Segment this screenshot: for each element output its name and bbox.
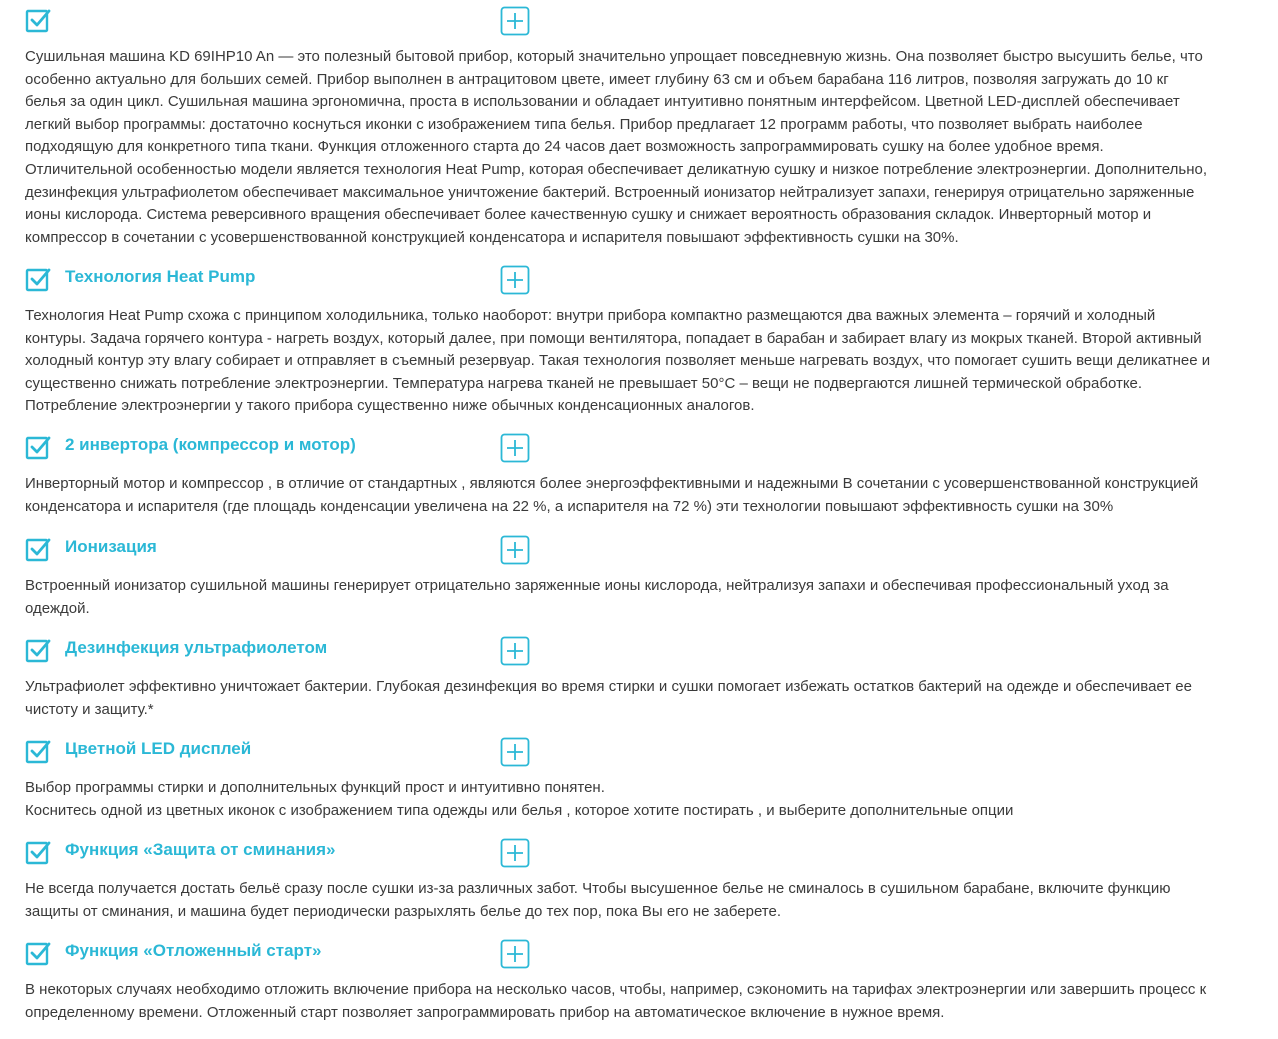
section-description [25, 878, 1271, 923]
description-line: Отличительной особенностью модели является технология Heat Pump, которая обеспечивает деликатную сушку и низкое потребление электроэнергии. Дополнительно, [25, 160, 1207, 178]
description-line: Технология Heat Pump схожа с принципом холодильника, только наоборот: внутри прибора компактно размещаются два важных элемента – горячий и холодный [25, 307, 1156, 324]
checkbox-checked-icon [25, 940, 51, 966]
description-line: контуры. Задача горячего контура - нагреть воздух, который далее, при помощи вентилятора, попадает в барабан и забирает влагу из мокрых тканей. Второй активный [25, 329, 1202, 347]
section-title: Ионизация [65, 537, 157, 556]
checkbox-checked-icon [25, 738, 51, 764]
section-description [25, 979, 1271, 1024]
description-line: защиты от сминания, и машина будет периодически разрыхлять белье до тех пор, пока Вы его не заберете. [25, 902, 782, 920]
section-description [25, 46, 1271, 249]
section-title: Дезинфекция ультрафиолетом [65, 638, 328, 657]
checkbox-checked-icon [25, 434, 51, 460]
description-line: Коснитесь одной из цветных иконок с изображением типа одежды или белья , которое хотите постирать , и выберите дополнительные опции [25, 801, 1014, 819]
checkbox-checked-icon [25, 7, 51, 33]
section-title: Функция «Отложенный старт» [65, 941, 322, 960]
section-description [25, 305, 1271, 418]
expand-plus-icon[interactable] [500, 265, 530, 295]
description-line: подходящую для конкретного типа ткани. Функция отложенного старта до 24 часов дает возможность запрограммировать сушку на более удобное время. [25, 138, 1104, 156]
section-title: Функция «Защита от сминания» [65, 840, 336, 859]
section-description [25, 676, 1271, 721]
section-description [25, 575, 1271, 620]
description-line: легкий выбор программы: достаточно коснуться иконки с изображением типа белья. Прибор предлагает 12 программ работы, что позволяет выбрать наиболее [25, 115, 1143, 133]
description-line: Не всегда получается достать бельё сразу после сушки из-за различных забот. Чтобы высушенное белье не сминалось в сушильном барабане, включите функцию [25, 880, 1171, 897]
description-line: ионы кислорода. Система реверсивного вращения обеспечивает более качественную сушку и снижает вероятность образования складок. Инверторный мотор и [25, 206, 1152, 224]
section-description [25, 473, 1271, 518]
description-line: конденсатора и испарителя (где площадь конденсации увеличена на 22 %, а испарителя на 72 %) эти технологии повышают эффективность сушки на 30% [25, 497, 1114, 515]
checkbox-checked-icon [25, 637, 51, 663]
section-title: 2 инвертора (компрессор и мотор) [65, 435, 356, 454]
description-line: Сушильная машина KD 69IHP10 An — это полезный бытовой прибор, который значительно упрощает повседневную жизнь. Она позволяет быстро высушить белье, что [25, 48, 1203, 65]
expand-plus-icon[interactable] [500, 6, 530, 36]
description-line: Выбор программы стирки и дополнительных функций прост и интуитивно понятен. [25, 779, 605, 796]
checkbox-checked-icon [25, 839, 51, 865]
section-title: Технология Heat Pump [65, 267, 256, 286]
expand-plus-icon[interactable] [500, 939, 530, 969]
description-line: особенно актуально для больших семей. Прибор выполнен в антрацитовом цвете, имеет глубину 63 см и объем барабана 116 литров, позволяя загружать до 10 кг [25, 70, 1169, 88]
expand-plus-icon[interactable] [500, 737, 530, 767]
description-line: Встроенный ионизатор сушильной машины генерирует отрицательно заряженные ионы кислорода, нейтрализуя запахи и обеспечивая профессиональный уход за [25, 577, 1169, 594]
description-line: Ультрафиолет эффективно уничтожает бактерии. Глубокая дезинфекция во время стирки и сушки помогает избежать остатков бактерий на одежде и обеспечивает ее [25, 678, 1192, 695]
description-line: В некоторых случаях необходимо отложить включение прибора на несколько часов, чтобы, например, сэкономить на тарифах электроэнергии или завершить процесс к [25, 981, 1207, 998]
description-line: холодный контур эту влагу собирает и отправляет в съемный резервуар. Такая технология позволяет меньше нагревать воздух, что помогает сушить вещи деликатнее и [25, 352, 1211, 370]
description-line: определенному времени. Отложенный старт позволяет запрограммировать прибор на автоматическое включение в нужное время. [25, 1003, 945, 1021]
description-line: компрессор в сочетании с усовершенствованной конструкцией конденсатора и испарителя повышают эффективность сушки на 30%. [25, 228, 959, 246]
description-line: Потребление электроэнергии у такого прибора существенно ниже обычных конденсационных аналогов. [25, 397, 755, 415]
description-line: чистоту и защиту.* [25, 700, 154, 718]
description-line: одеждой. [25, 599, 90, 617]
checkbox-checked-icon [25, 536, 51, 562]
description-line: Инверторный мотор и компрессор , в отличие от стандартных , являются более энергоэффективными и надежными В сочетании с усовершенствованной конструкцией [25, 475, 1199, 492]
section-description [25, 777, 1271, 822]
description-line: белья за один цикл. Сушильная машина эргономична, проста в использовании и обладает интуитивно понятным интерфейсом. Цветной LED-дисплей обеспечивает [25, 93, 1180, 111]
description-line: существенно снижать потребление электроэнергии. Температура нагрева тканей не превышает 50°C – вещи не подвергаются лишней термической обработке. [25, 374, 1143, 392]
expand-plus-icon[interactable] [500, 838, 530, 868]
expand-plus-icon[interactable] [500, 535, 530, 565]
checkbox-checked-icon [25, 266, 51, 292]
expand-plus-icon[interactable] [500, 636, 530, 666]
expand-plus-icon[interactable] [500, 433, 530, 463]
description-line: дезинфекция ультрафиолетом обеспечивает максимальное уничтожение бактерий. Встроенный ионизатор нейтрализует запахи, генерируя отрицательно заряженные [25, 183, 1195, 201]
section-title: Цветной LED дисплей [65, 739, 252, 758]
